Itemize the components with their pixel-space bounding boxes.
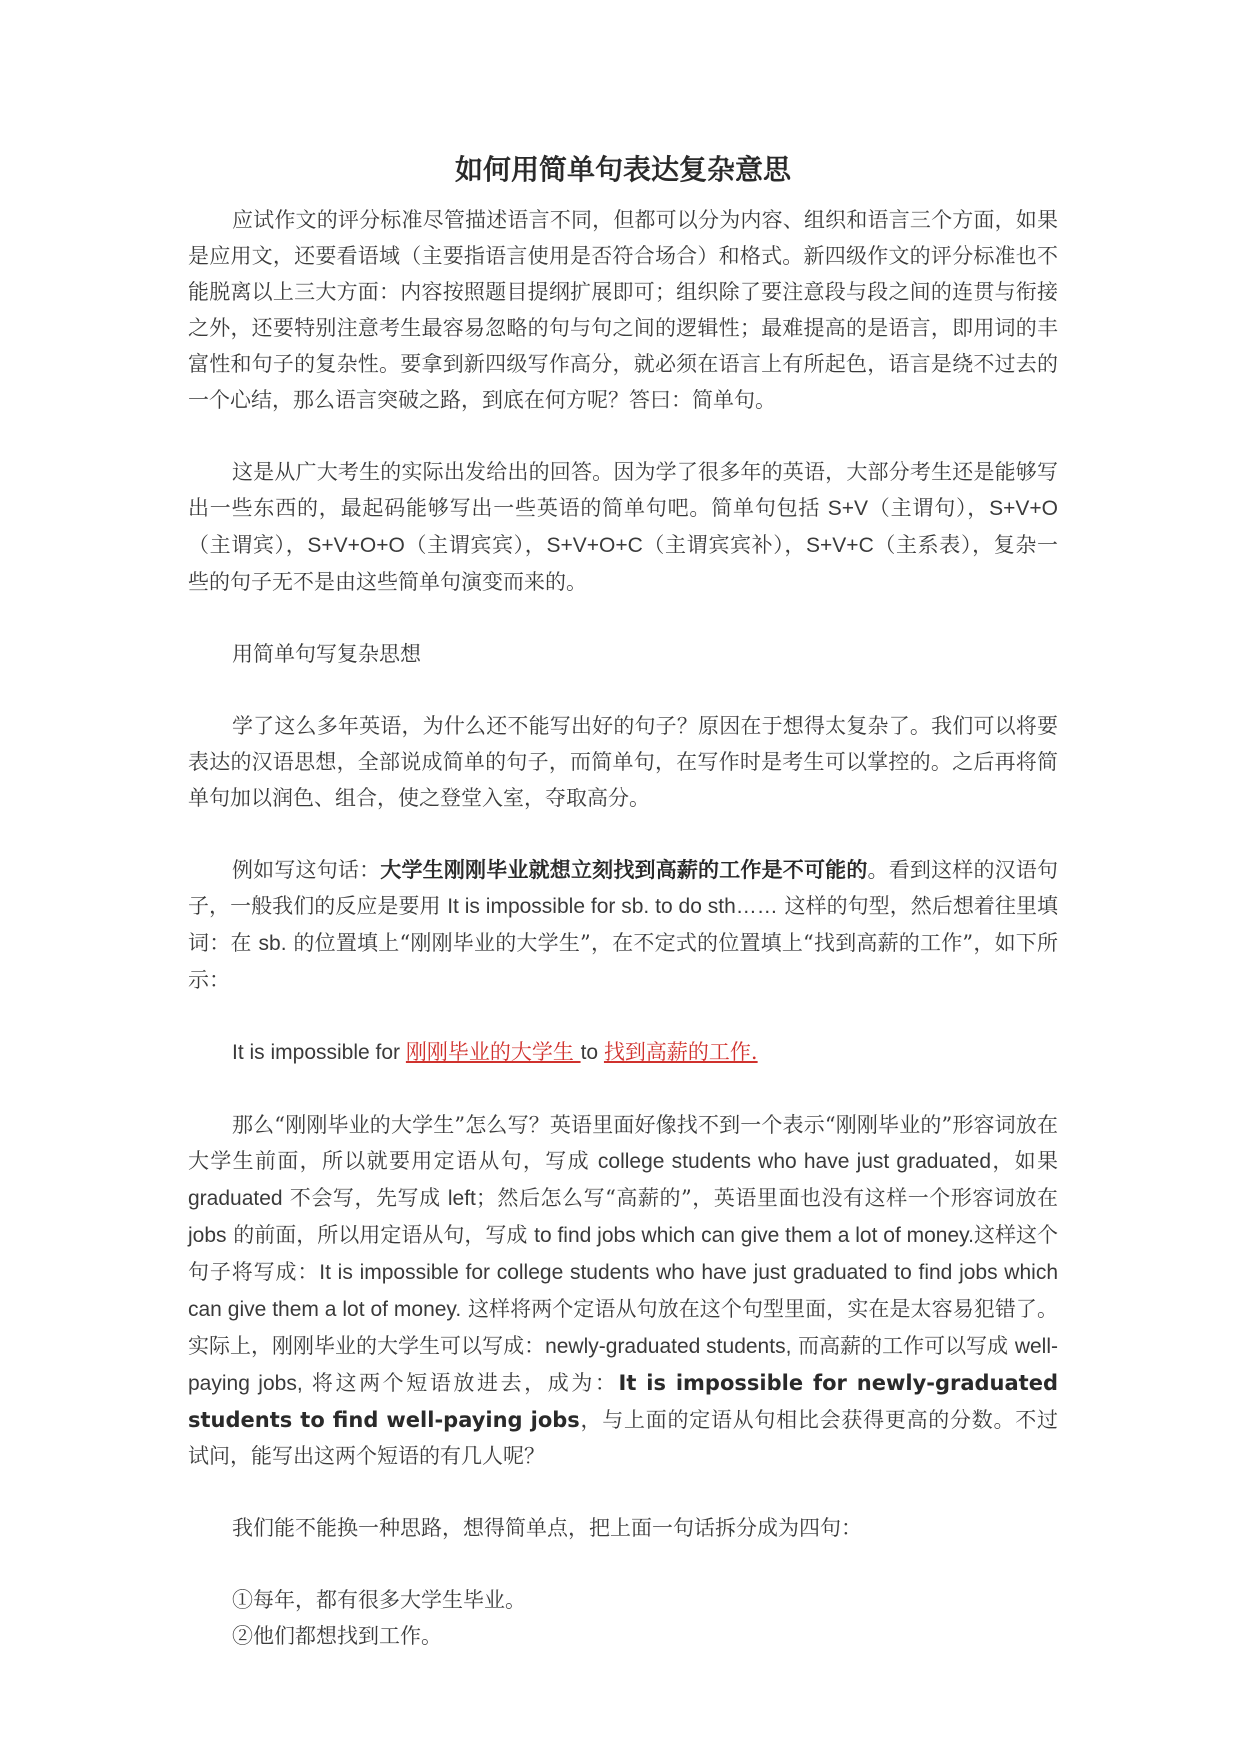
paragraph-split-idea: 我们能不能换一种思路，想得简单点，把上面一句话拆分成为四句： xyxy=(232,1516,862,1540)
p7-text-o: 而高薪的工作可以写成 xyxy=(791,1334,1015,1358)
p7-text-e: 不会写，先写成 xyxy=(282,1186,448,1210)
template-subject-red: 刚刚毕业的大学生 xyxy=(405,1040,581,1064)
template-to: to xyxy=(580,1041,604,1064)
sb-token: sb. xyxy=(258,932,287,955)
paragraph-simple-sentences xyxy=(188,454,1058,600)
long-sentence: It is impossible for college students who have just graduated to find jobs which can give them a lot of money. xyxy=(188,1261,1058,1321)
p2-text-a: 这是从广大考生的实际出发给出的回答。因为学了很多年的英语，大部分考生还是能够写出一些东西的，最起码能够写出一些英语的简单句吧。简单句包括 xyxy=(188,460,1058,520)
pattern-svo: S+V+O xyxy=(989,497,1058,520)
word-left: left xyxy=(447,1187,476,1210)
paragraph-intro: 应试作文的评分标准尽管描述语言不同，但都可以分为内容、组织和语言三个方面，如果是应用文，还要看语域（主要指语言使用是否符合场合）和格式。新四级作文的评分标准也不能脱离以上三大方面：内容按照题目提纲扩展即可；组织除了要注意段与段之间的连贯与衔接之外，还要特别注意考生最容易忽略的句与句之间的逻辑性；最难提高的是语言，即用词的丰富性和句子的复杂性。要拿到新四级写作高分，就必须在语言上有所起色，语言是绕不过去的一个心结，那么语言突破之路，到底在何方呢？答曰：简单句。 xyxy=(188,208,1058,412)
paragraph-analysis xyxy=(188,1107,1058,1474)
template-infinitive-red: 找到高薪的工作. xyxy=(603,1040,758,1064)
document-page xyxy=(188,150,1058,1654)
p7-text-i: 的前面，所以用定语从句，写成 xyxy=(226,1223,535,1247)
p5-text-a: 例如写这句话： xyxy=(232,858,381,882)
p7-text-c: ，如果 xyxy=(991,1149,1058,1173)
phrase-find-jobs: to find jobs which can give them a lot of money. xyxy=(534,1224,974,1247)
pattern-sv: S+V xyxy=(827,497,868,520)
phrase-newly-graduated: newly-graduated students, xyxy=(545,1335,792,1358)
template-prefix: It is impossible for xyxy=(232,1041,406,1064)
example-sentence-bold: 大学生刚刚毕业就想立刻找到高薪的工作是不可能的 xyxy=(380,858,868,882)
pattern-svoo: S+V+O+O xyxy=(307,534,405,557)
p5-text-c: 。看到这样的汉语句子，一般我们的反应是要用 xyxy=(188,858,1059,918)
p5-text-e: 这样的句型，然后想着往里填词：在 xyxy=(188,894,1058,955)
phrase-well-paying: well-paying jobs, xyxy=(188,1335,1058,1395)
document-title: 如何用简单句表达复杂意思 xyxy=(454,153,791,186)
list-item-2: ②他们都想找到工作。 xyxy=(232,1624,442,1648)
word-graduated: graduated xyxy=(188,1187,283,1210)
list-item-1: ①每年，都有很多大学生毕业。 xyxy=(232,1588,526,1612)
p5-text-g: 的位置填上“刚刚毕业的大学生”，在不定式的位置填上“找到高薪的工作”，如下所示： xyxy=(188,931,1058,992)
pattern-svc: S+V+C xyxy=(806,534,874,557)
phrase-college-students: college students who have just graduated xyxy=(597,1150,991,1173)
p7-text-a: 那么“刚刚毕业的大学生”怎么写？英语里面好像找不到一个表示“刚刚毕业的”形容词放在大学生前面，所以就要用定语从句，写成 xyxy=(188,1113,1058,1173)
example-template-line xyxy=(188,1034,1058,1071)
section-heading: 用简单句写复杂思想 xyxy=(232,642,421,666)
p7-text-s: ，与上面的定语从句相比会获得更高的分数。不过试问，能写出这两个短语的有几人呢？ xyxy=(188,1408,1058,1468)
p7-text-k: 这样这个句子将写成： xyxy=(188,1223,1058,1284)
p2-text-c: （主谓句）， xyxy=(868,496,990,520)
p2-text-g: （主谓宾宾）， xyxy=(404,533,547,557)
p7-text-q: 将这两个短语放进去，成为： xyxy=(302,1371,619,1395)
p2-text-k: （主系表），复杂一些的句子无不是由这些简单句演变而来的。 xyxy=(188,533,1059,594)
p2-text-i: （主谓宾宾补）， xyxy=(642,533,807,557)
word-jobs: jobs xyxy=(188,1224,227,1247)
paragraph-example xyxy=(188,852,1058,998)
p2-text-e: （主谓宾）， xyxy=(188,533,308,557)
pattern-svoc: S+V+O+C xyxy=(546,534,643,557)
sentence-pattern: It is impossible for sb. to do sth…… xyxy=(447,895,778,918)
p7-text-g: ；然后怎么写“高薪的”，英语里面也没有这样一个形容词放在 xyxy=(475,1186,1058,1210)
paragraph-why-complex: 学了这么多年英语，为什么还不能写出好的句子？原因在于想得太复杂了。我们可以将要表达的汉语思想，全部说成简单的句子，而简单句，在写作时是考生可以掌控的。之后再将简单句加以润色、组合，使之登堂入室，夺取高分。 xyxy=(188,714,1058,810)
improved-sentence-bold: It is impossible for newly-graduated students to find well-paying jobs xyxy=(188,1371,1058,1432)
p7-text-m: 这样将两个定语从句放在这个句型里面，实在是太容易犯错了。实际上，刚刚毕业的大学生可以写成： xyxy=(188,1297,1058,1358)
